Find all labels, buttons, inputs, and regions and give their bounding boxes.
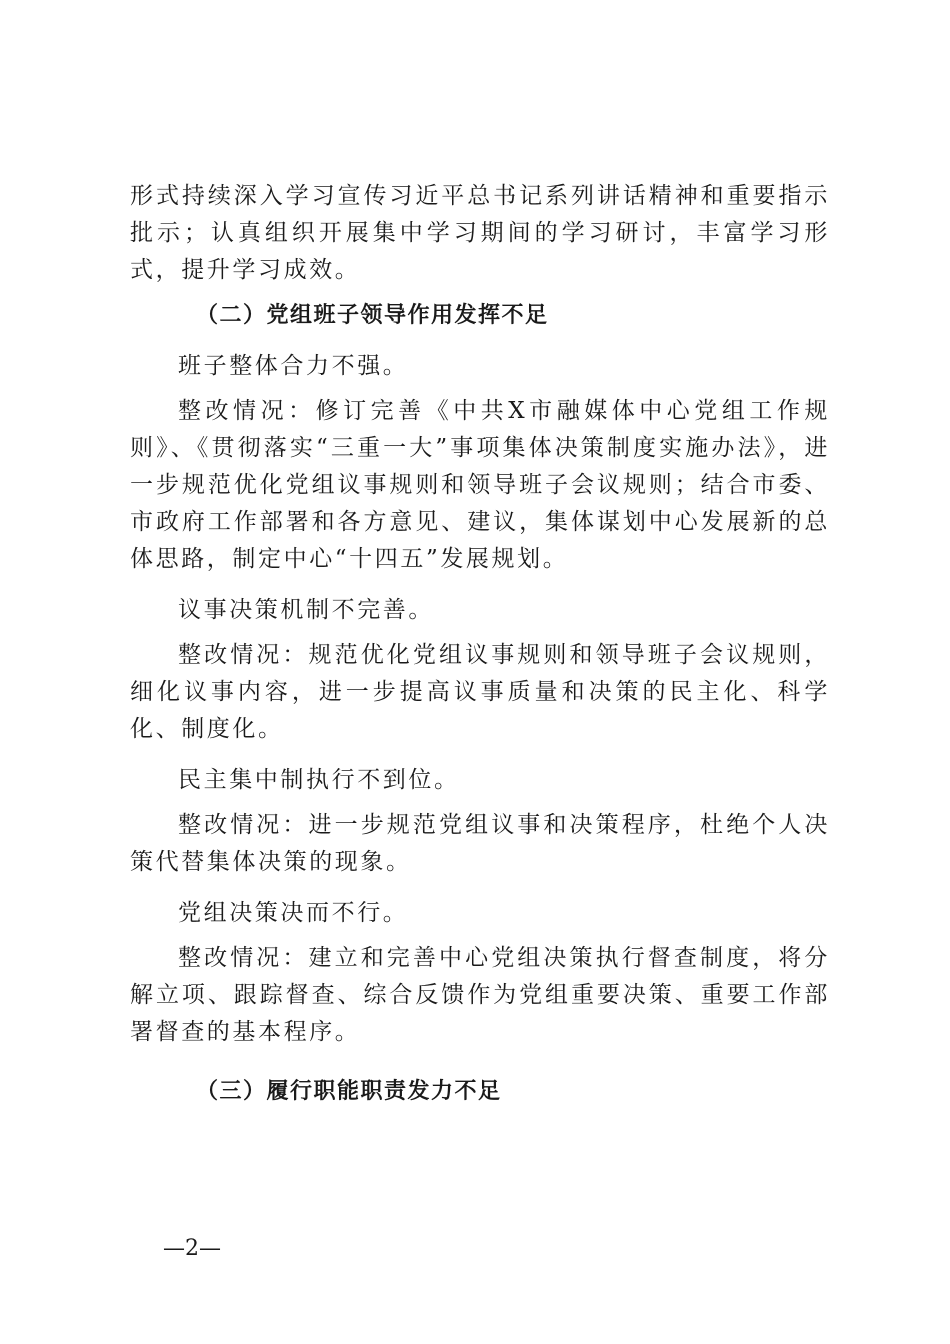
issue-4: 党组决策决而不行。 bbox=[178, 900, 409, 926]
rectification-1: 整改情况：修订完善《中共X市融媒体中心党组工作规则》、《贯彻落实“三重一大”事项集体决策制度实施办法》，进一步规范优化党组议事规则和领导班子会议规则；结合市委、市政府工作部署和各方意见、建议，集体谋划中心发展新的总体思路，制定中心“十四五”发展规划。 bbox=[130, 398, 830, 572]
section-heading-2: （二）党组班子领导作用发挥不足 bbox=[196, 302, 549, 328]
rectification-2: 整改情况：规范优化党组议事规则和领导班子会议规则，细化议事内容，进一步提高议事质量和决策的民主化、科学化、制度化。 bbox=[130, 642, 830, 742]
rectification-3: 整改情况：进一步规范党组议事和决策程序，杜绝个人决策代替集体决策的现象。 bbox=[130, 812, 830, 875]
document-body bbox=[130, 178, 830, 1110]
issue-3: 民主集中制执行不到位。 bbox=[178, 767, 460, 793]
intro-paragraph: 形式持续深入学习宣传习近平总书记系列讲话精神和重要指示批示；认真组织开展集中学习期间的学习研讨，丰富学习形式，提升学习成效。 bbox=[130, 183, 830, 283]
issue-1: 班子整体合力不强。 bbox=[178, 353, 409, 379]
page-number: —2— bbox=[163, 1236, 221, 1261]
issue-2: 议事决策机制不完善。 bbox=[178, 597, 434, 623]
section-heading-3: （三）履行职能职责发力不足 bbox=[196, 1078, 502, 1104]
rectification-4: 整改情况：建立和完善中心党组决策执行督查制度，将分解立项、跟踪督查、综合反馈作为党组重要决策、重要工作部署督查的基本程序。 bbox=[130, 945, 830, 1045]
